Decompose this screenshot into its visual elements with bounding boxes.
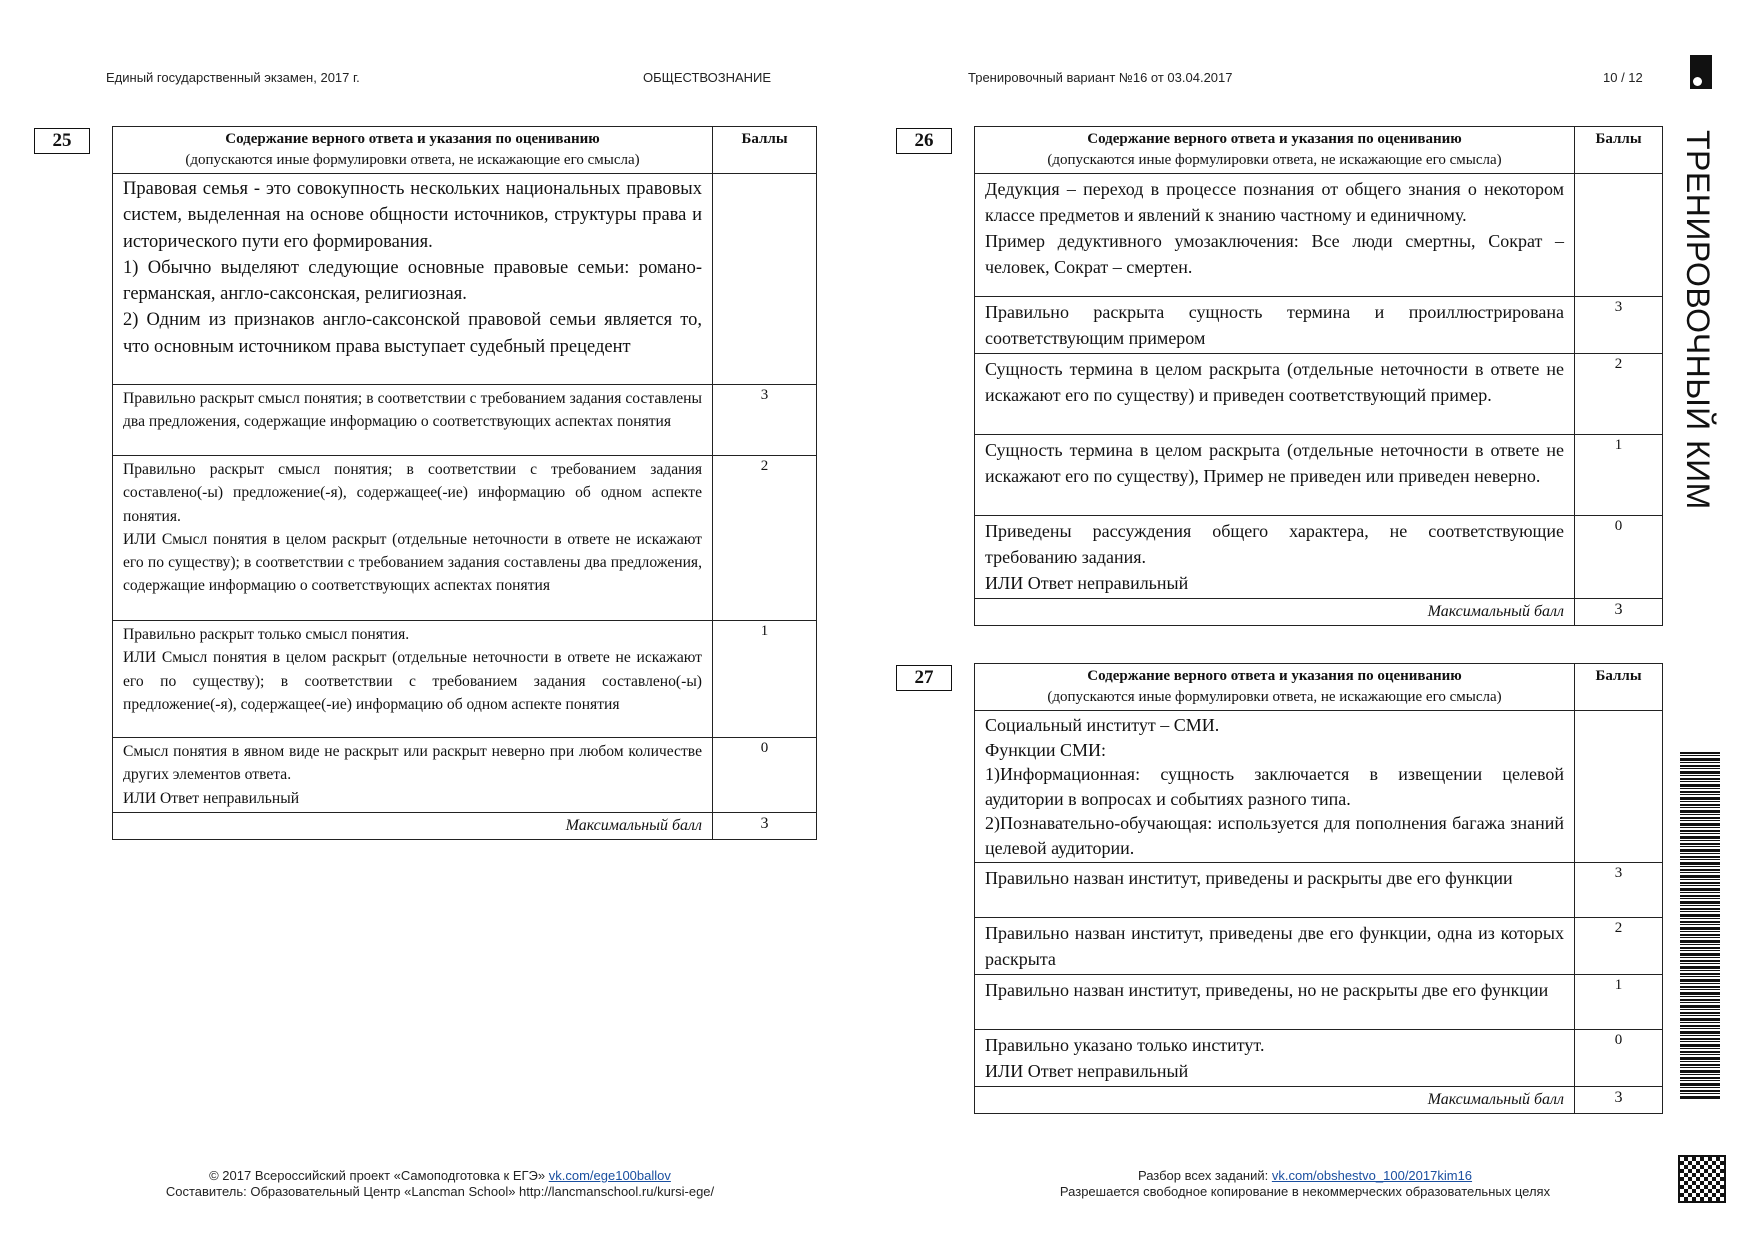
criteria-score: 3 <box>1575 863 1663 918</box>
criteria-paragraph: Правильно назван институт, приведены, но не раскрыты две его функции <box>985 980 1549 1000</box>
criteria-row <box>975 975 1663 1030</box>
criteria-row <box>113 385 817 456</box>
answer-row <box>975 711 1663 863</box>
footer-project-text: © 2017 Всероссийский проект «Самоподготовка к ЕГЭ» <box>209 1168 549 1183</box>
answer-text <box>975 174 1575 297</box>
answer-paragraph: Социальный институт – СМИ. <box>985 715 1220 735</box>
task-number-27: 27 <box>896 665 952 691</box>
criteria-paragraph: ИЛИ Смысл понятия в целом раскрыт (отдельные неточности в ответе не искажают его по существу); в соответствии с требованием задания составлено(-ы) предложение(-я), содержащее(-ие) информацию об одном аспекте понятия <box>123 649 702 713</box>
answer-points-empty <box>713 174 817 385</box>
criteria-row <box>975 435 1663 516</box>
max-score-value: 3 <box>1575 1087 1663 1114</box>
criteria-score: 1 <box>1575 975 1663 1030</box>
footer-left-line1 <box>110 1168 770 1184</box>
footer-vk-link[interactable]: vk.com/ege100ballov <box>548 1168 671 1183</box>
criteria-text <box>975 863 1575 918</box>
criteria-paragraph: Правильно назван институт, приведены и раскрыты две его функции <box>985 868 1513 888</box>
max-score-label: Максимальный балл <box>113 812 713 839</box>
criteria-row <box>975 354 1663 435</box>
answer-paragraph: 1)Информационная: сущность заключается в извещении целевой аудитории в вопросах и событиях разного типа. <box>985 764 1564 809</box>
criteria-paragraph: Правильно назван институт, приведены две его функции, одна из которых раскрыта <box>985 923 1564 969</box>
footer-copy-note: Разрешается свободное копирование в некоммерческих образовательных целях <box>1059 1184 1551 1199</box>
criteria-paragraph: Сущность термина в целом раскрыта (отдельные неточности в ответе не искажают его по существу), Пример не приведен или приведен неверно. <box>985 440 1564 486</box>
criteria-text <box>975 354 1575 435</box>
answer-row <box>975 174 1663 297</box>
max-score-label: Максимальный балл <box>975 599 1575 626</box>
criteria-row <box>975 1030 1663 1087</box>
criteria-text <box>975 1030 1575 1087</box>
criteria-text <box>113 738 713 813</box>
corner-marker-icon <box>1690 55 1712 89</box>
criteria-text <box>975 975 1575 1030</box>
task-number-26: 26 <box>896 128 952 154</box>
answer-paragraph: Дедукция – переход в процессе познания от общего знания о некотором классе предметов и явлений к знанию частному и единичному. <box>985 179 1564 225</box>
answer-text <box>113 174 713 385</box>
answer-points-empty <box>1575 711 1663 863</box>
footer-left <box>110 1168 770 1200</box>
header-subtitle: (допускаются иные формулировки ответа, не искажающие его смысла) <box>1047 152 1502 168</box>
answer-paragraph: 2) Одним из признаков англо-саксонской правовой семьи является то, что основным источником права выступает судебный прецедент <box>123 310 702 357</box>
criteria-text <box>975 435 1575 516</box>
criteria-row <box>113 738 817 813</box>
task-25-table <box>112 126 817 840</box>
footer-analysis-link[interactable]: vk.com/obshestvo_100/2017kim16 <box>1271 1168 1473 1183</box>
table-header <box>975 664 1663 711</box>
footer-author: Составитель: Образовательный Центр «Lancman School» http://lancmanschool.ru/kursi-ege/ <box>165 1184 715 1199</box>
side-title: ТРЕНИРОВОЧНЫЙ КИМ <box>1680 130 1716 510</box>
criteria-paragraph: ИЛИ Смысл понятия в целом раскрыт (отдельные неточности в ответе не искажают его по существу); в соответствии с требованием задания составлены два предложения, содержащие информацию о соответствующих аспектах понятия <box>123 530 702 595</box>
criteria-score: 3 <box>713 385 817 456</box>
header-points: Баллы <box>1575 664 1663 711</box>
answer-paragraph: 1) Обычно выделяют следующие основные правовые семьи: романо-германская, англо-саксонская, религиозная. <box>123 257 702 305</box>
footer-right-line1 <box>1000 1168 1610 1184</box>
task-27-table <box>974 663 1663 1114</box>
criteria-text <box>113 456 713 621</box>
criteria-score: 0 <box>713 738 817 813</box>
criteria-text <box>975 918 1575 975</box>
header-subject: ОБЩЕСТВОЗНАНИЕ <box>643 70 772 85</box>
criteria-paragraph: Приведены рассуждения общего характера, не соответствующие требованию задания. <box>985 521 1564 567</box>
header-exam-title: Единый государственный экзамен, 2017 г. <box>106 70 360 85</box>
criteria-paragraph: Сущность термина в целом раскрыта (отдельные неточности в ответе не искажают его по существу) и приведен соответствующий пример. <box>985 359 1564 405</box>
criteria-score: 2 <box>713 456 817 621</box>
criteria-score: 0 <box>1575 516 1663 599</box>
qr-code-icon <box>1678 1155 1726 1203</box>
table-header-content <box>975 127 1575 174</box>
criteria-score: 2 <box>1575 918 1663 975</box>
table-header-content <box>975 664 1575 711</box>
criteria-row <box>975 516 1663 599</box>
criteria-row <box>113 621 817 738</box>
criteria-score: 1 <box>1575 435 1663 516</box>
criteria-text <box>975 516 1575 599</box>
header-subtitle: (допускаются иные формулировки ответа, не искажающие его смысла) <box>1047 689 1502 705</box>
task-26-table <box>974 126 1663 626</box>
criteria-text <box>113 621 713 738</box>
footer-right <box>1000 1168 1610 1200</box>
criteria-row <box>113 456 817 621</box>
header-variant: Тренировочный вариант №16 от 03.04.2017 <box>968 70 1233 85</box>
header-page-number: 10 / 12 <box>1603 70 1643 85</box>
criteria-score: 0 <box>1575 1030 1663 1087</box>
criteria-paragraph: ИЛИ Ответ неправильный <box>985 1061 1189 1081</box>
criteria-score: 1 <box>713 621 817 738</box>
answer-row <box>113 174 817 385</box>
header-title: Содержание верного ответа и указания по оцениванию <box>1087 131 1462 147</box>
header-points: Баллы <box>713 127 817 174</box>
barcode-icon <box>1680 752 1720 1100</box>
criteria-paragraph: ИЛИ Ответ неправильный <box>123 789 300 807</box>
max-score-label: Максимальный балл <box>975 1087 1575 1114</box>
criteria-row <box>975 297 1663 354</box>
criteria-paragraph: ИЛИ Ответ неправильный <box>985 573 1189 593</box>
criteria-score: 2 <box>1575 354 1663 435</box>
table-header <box>113 127 817 174</box>
header-subtitle: (допускаются иные формулировки ответа, не искажающие его смысла) <box>185 152 640 168</box>
header-title: Содержание верного ответа и указания по оцениванию <box>225 131 600 147</box>
criteria-paragraph: Правильно раскрыт смысл понятия; в соответствии с требованием задания составлены два предложения, содержащие информацию о соответствующих аспектах понятия <box>123 390 702 431</box>
criteria-row <box>975 918 1663 975</box>
max-score-row <box>975 1087 1663 1114</box>
criteria-paragraph: Правильно раскрыт только смысл понятия. <box>123 626 410 643</box>
header-title: Содержание верного ответа и указания по оцениванию <box>1087 668 1462 684</box>
criteria-paragraph: Правильно раскрыта сущность термина и проиллюстрирована соответствующим примером <box>985 302 1564 348</box>
criteria-paragraph: Смысл понятия в явном виде не раскрыт или раскрыт неверно при любом количестве других элементов ответа. <box>123 743 702 784</box>
max-score-value: 3 <box>713 812 817 839</box>
header-points: Баллы <box>1575 127 1663 174</box>
max-score-row <box>975 599 1663 626</box>
answer-paragraph: Пример дедуктивного умозаключения: Все люди смертны, Сократ – человек, Сократ – смертен. <box>985 231 1564 277</box>
criteria-paragraph: Правильно указано только институт. <box>985 1035 1265 1055</box>
footer-analysis-text: Разбор всех заданий: <box>1137 1168 1272 1183</box>
criteria-paragraph: Правильно раскрыт смысл понятия; в соответствии с требованием задания составлено(-ы) предложение(-я), содержащее(-ие) информацию об одном аспекте понятия. <box>123 461 702 525</box>
task-number-25: 25 <box>34 128 90 154</box>
criteria-text <box>975 297 1575 354</box>
answer-paragraph: 2)Познавательно-обучающая: используется для пополнения багажа знаний целевой аудитории. <box>985 813 1564 858</box>
criteria-score: 3 <box>1575 297 1663 354</box>
criteria-row <box>975 863 1663 918</box>
table-header <box>975 127 1663 174</box>
max-score-value: 3 <box>1575 599 1663 626</box>
criteria-text <box>113 385 713 456</box>
answer-paragraph: Правовая семья - это совокупность нескольких национальных правовых систем, выделенная на основе общности источников, структуры права и исторического пути его формирования. <box>123 179 702 252</box>
answer-paragraph: Функции СМИ: <box>985 739 1107 760</box>
answer-points-empty <box>1575 174 1663 297</box>
answer-text <box>975 711 1575 863</box>
table-header-content <box>113 127 713 174</box>
max-score-row <box>113 812 817 839</box>
